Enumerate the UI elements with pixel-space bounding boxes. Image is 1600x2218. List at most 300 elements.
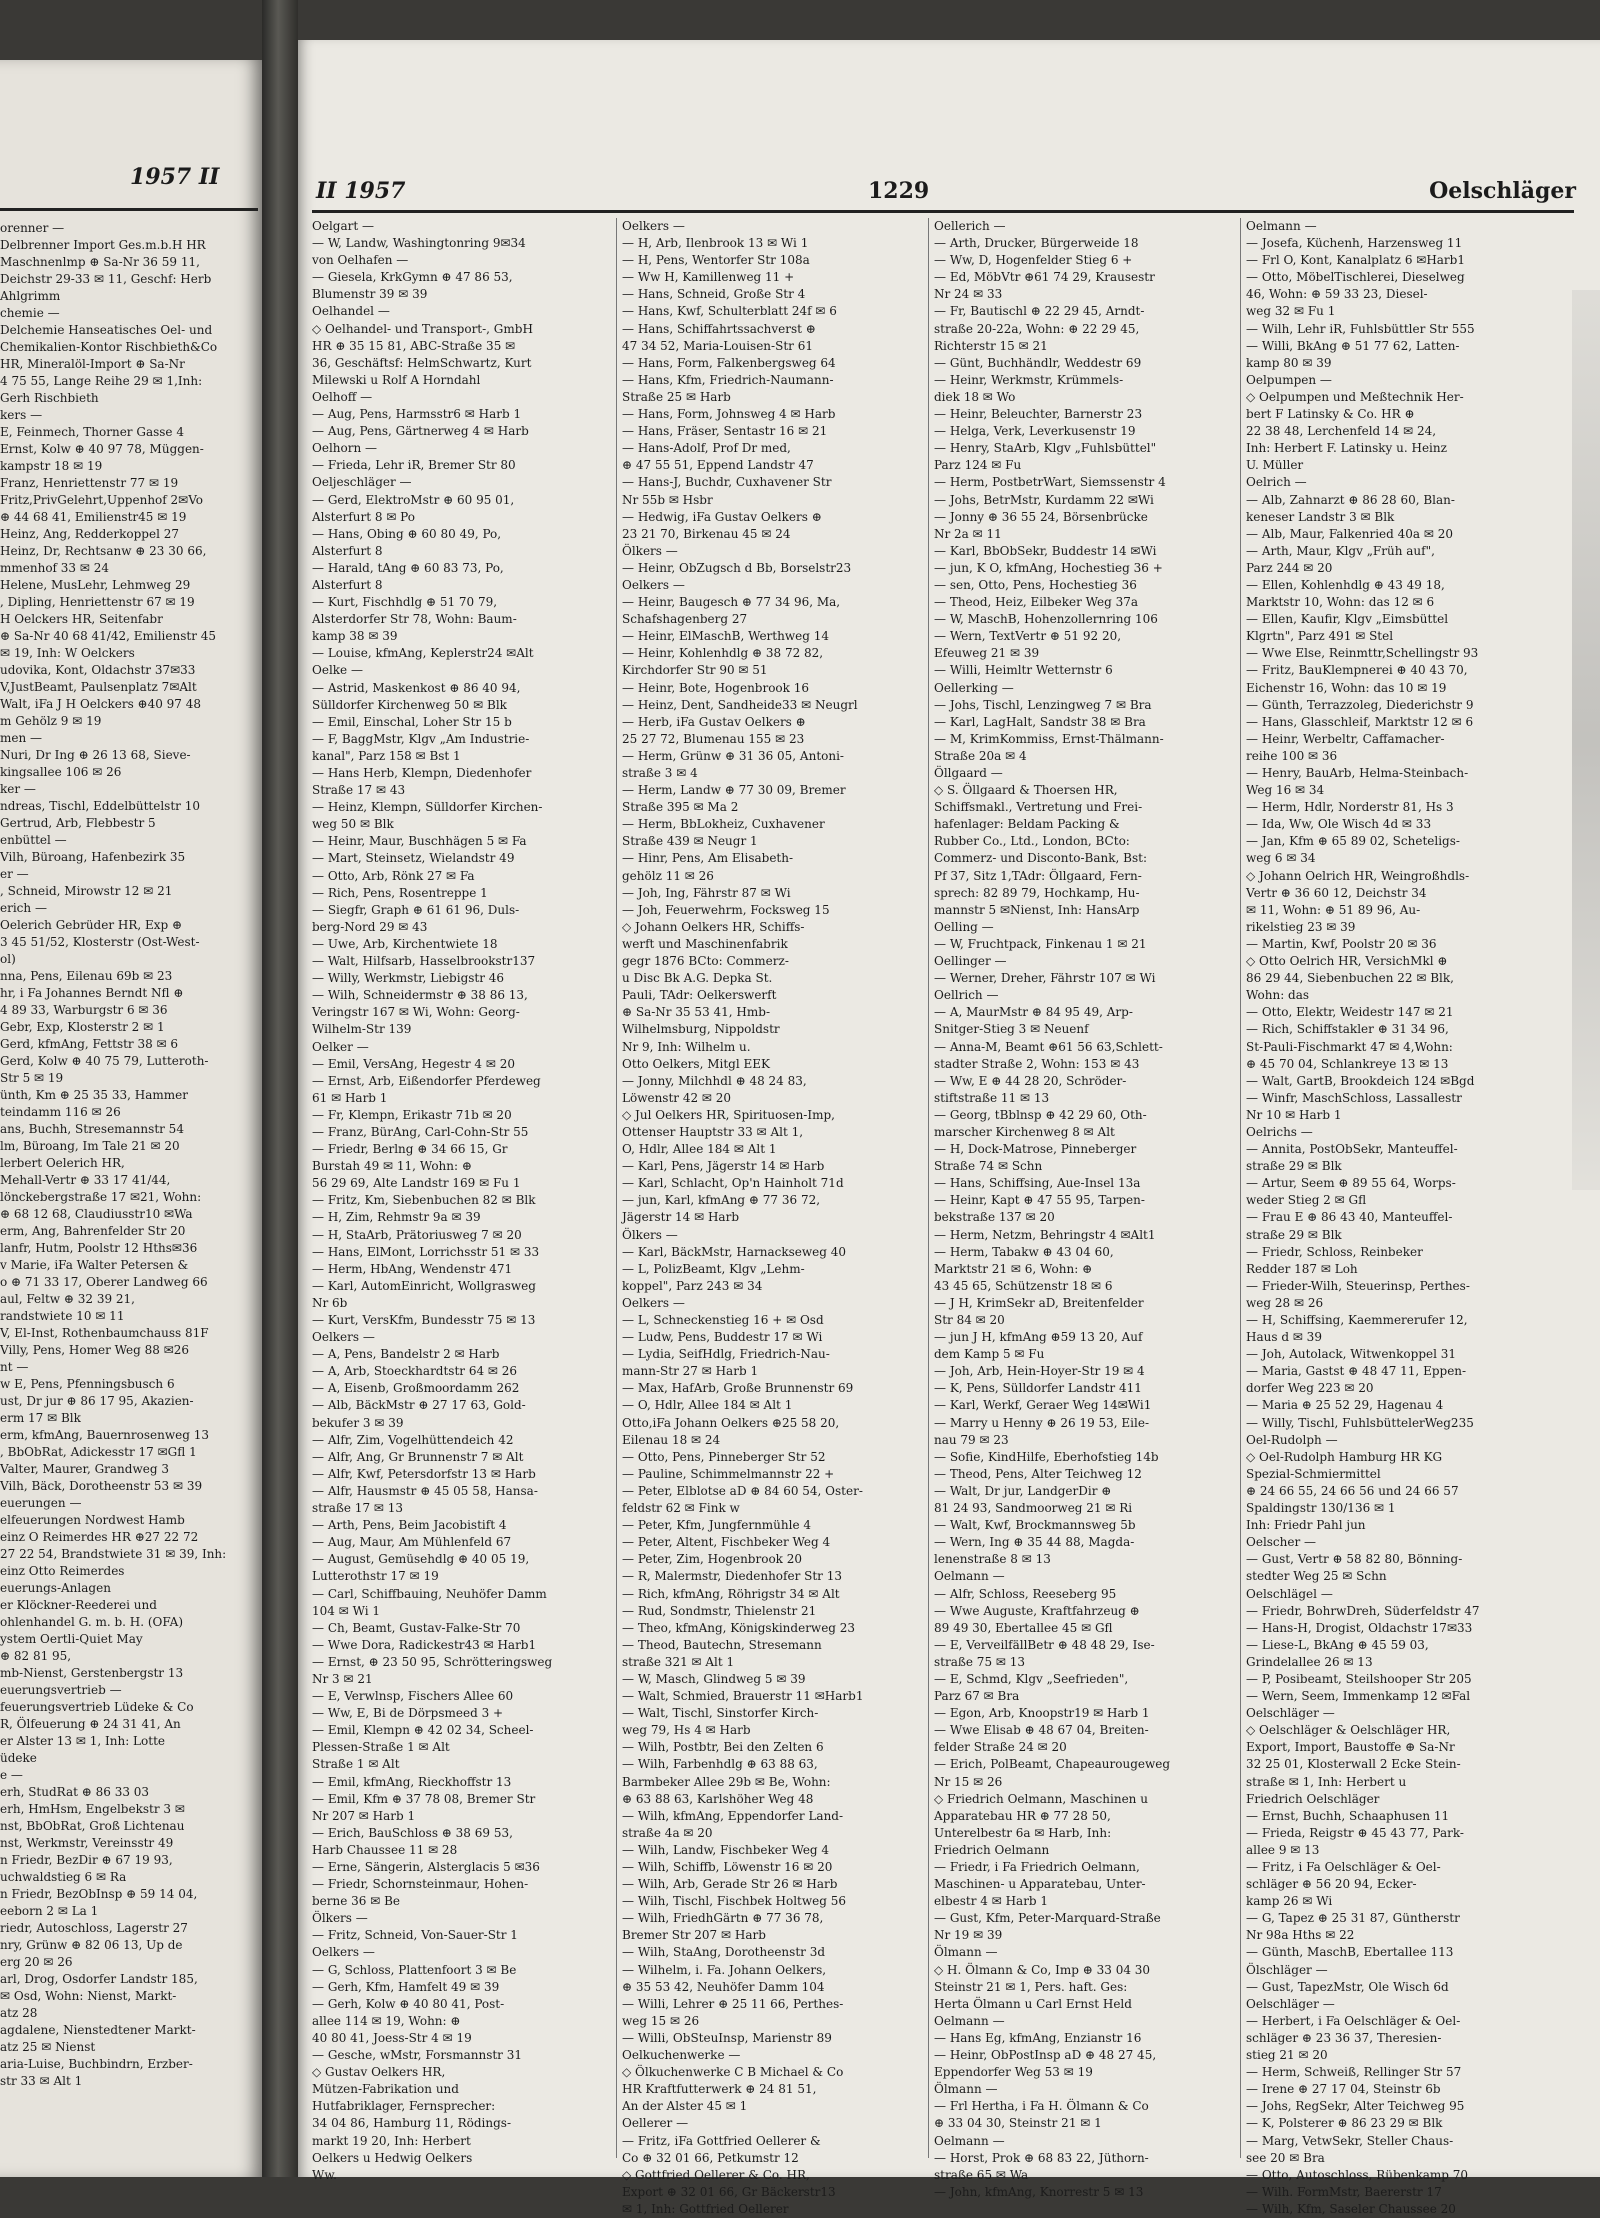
directory-entry-line: u Disc Bk A.G. Depka St. [622, 971, 773, 986]
directory-entry-line: , Schneid, Mirowstr 12 ✉ 21 [0, 884, 173, 898]
directory-entry-line: — Hans, Kfm, Friedrich-Naumann- [622, 372, 834, 387]
directory-entry-line: — Emil, Klempn ⊕ 42 02 34, Scheel- [312, 1723, 534, 1738]
directory-entry-line: — Herb, iFa Gustav Oelkers ⊕ [622, 714, 806, 729]
directory-entry-line: ⊕ 63 88 63, Karlshöher Weg 48 [622, 1791, 814, 1806]
directory-entry-line: , Dipling, Henriettenstr 67 ✉ 19 [0, 595, 195, 609]
directory-entry-line: m Gehölz 9 ✉ 19 [0, 714, 102, 728]
directory-entry-line: Efeuweg 21 ✉ 39 [934, 646, 1040, 661]
directory-entry-line: reihe 100 ✉ 36 [1246, 748, 1338, 763]
directory-entry-line: Oelerich Gebrüder HR, Exp ⊕ [0, 918, 183, 932]
directory-entry-line: straße 29 ✉ Blk [1246, 1227, 1342, 1242]
directory-entry-line: — Karl, BbObSekr, Buddestr 14 ✉Wi [934, 543, 1157, 558]
directory-entry-line: — Theo, kfmAng, Königskinderweg 23 [622, 1620, 856, 1635]
directory-entry-line: — Herm, PostbetrWart, Siemssenstr 4 [934, 475, 1166, 490]
directory-entry-line: Nr 15 ✉ 26 [934, 1774, 1003, 1789]
directory-entry-line: — Fritz, i Fa Oelschläger & Oel- [1246, 1860, 1441, 1874]
directory-entry-line: HR, Mineralöl-Import ⊕ Sa-Nr [0, 357, 185, 371]
directory-entry-line: weg 79, Hs 4 ✉ Harb [622, 1723, 751, 1738]
directory-entry-line: — Pauline, Schimmelmannstr 22 + [622, 1466, 835, 1481]
directory-entry-line: kers — [0, 408, 43, 422]
directory-entry-line: — Herm, Hdlr, Norderstr 81, Hs 3 [1246, 800, 1454, 815]
column-divider [1240, 218, 1241, 2158]
directory-entry-line: — J H, KrimSekr aD, Breitenfelder [934, 1295, 1144, 1310]
header-year: II 1957 [316, 178, 406, 204]
directory-entry-line: ✉ 1, Inh: Gottfried Oellerer [622, 2201, 789, 2216]
directory-entry-line: — E, VerveilfällBetr ⊕ 48 48 29, Ise- [934, 1637, 1155, 1652]
left-page [0, 60, 262, 2177]
directory-entry-line: — Herm, BbLokheiz, Cuxhavener [622, 817, 825, 832]
directory-entry-line: Haus d ✉ 39 [1246, 1330, 1322, 1345]
directory-entry-line: Nr 9, Inh: Wilhelm u. [622, 1039, 751, 1054]
directory-entry-line: Gebr, Exp, Klosterstr 2 ✉ 1 [0, 1020, 165, 1034]
directory-entry-line: — Heinr, Werbeltr, Caffamacher- [1246, 731, 1445, 746]
directory-entry-line: ◇ S. Öllgaard & Thoersen HR, [934, 783, 1118, 798]
directory-entry-line: — Rich, kfmAng, Röhrigstr 34 ✉ Alt [622, 1586, 840, 1601]
directory-entry-line: — Wilh, StaAng, Dorotheenstr 3d [622, 1945, 826, 1960]
directory-entry-line: gehölz 11 ✉ 26 [622, 868, 714, 883]
directory-entry-line: — Joh, Autolack, Witwenkoppel 31 [1246, 1347, 1457, 1362]
directory-entry-line: er Alster 13 ✉ 1, Inh: Lotte [0, 1734, 165, 1748]
directory-entry-line: werft und Maschinenfabrik [622, 936, 788, 951]
directory-entry-line: — Franz, BürAng, Carl-Cohn-Str 55 [312, 1124, 529, 1139]
directory-entry-line: dorfer Weg 223 ✉ 20 [1246, 1381, 1374, 1396]
directory-entry-line: 89 49 30, Ebertallee 45 ✉ Gfl [934, 1620, 1113, 1635]
directory-entry-line: — Herm, Schweiß, Rellinger Str 57 [1246, 2065, 1462, 2080]
directory-entry-line: — Hans-H, Drogist, Oldachstr 17✉33 [1246, 1620, 1473, 1635]
directory-entry-line: ⊕ 47 55 51, Eppend Landstr 47 [622, 458, 814, 473]
directory-entry-line: — Friedr, BohrwDreh, Süderfeldstr 47 [1246, 1603, 1480, 1618]
directory-entry-line: — Erich, BauSchloss ⊕ 38 69 53, [312, 1825, 513, 1840]
directory-entry-line: Ottenser Hauptstr 33 ✉ Alt 1, [622, 1124, 804, 1139]
directory-entry-line: — Max, HafArb, Große Brunnenstr 69 [622, 1381, 854, 1396]
directory-entry-line: ⊕ Sa-Nr 40 68 41/42, Emilienstr 45 [0, 629, 217, 643]
directory-entry-line: E, Feinmech, Thorner Gasse 4 [0, 425, 184, 439]
directory-entry-line: von Oelhafen — [312, 253, 409, 268]
directory-entry-line: erm 17 ✉ Blk [0, 1411, 81, 1425]
directory-entry-line: — Hans, Obing ⊕ 60 80 49, Po, [312, 526, 502, 541]
directory-entry-line: 40 80 41, Joess-Str 4 ✉ 19 [312, 2030, 472, 2045]
directory-entry-line: Straße 17 ✉ 43 [312, 783, 406, 798]
directory-entry-line: Oelkers — [622, 1295, 685, 1310]
directory-entry-line: — Walt, Tischl, Sinstorfer Kirch- [622, 1706, 819, 1721]
directory-entry-line: — Marry u Henny ⊕ 26 19 53, Eile- [934, 1415, 1150, 1430]
directory-entry-line: — Frieda, Lehr iR, Bremer Str 80 [312, 458, 516, 473]
directory-entry-line: — E, Verwlnsp, Fischers Allee 60 [312, 1689, 514, 1704]
directory-entry-line: — Arth, Maur, Klgv „Früh auf", [1246, 543, 1435, 558]
directory-entry-line: Oelke — [312, 663, 363, 678]
directory-entry-line: mmenhof 33 ✉ 24 [0, 561, 110, 575]
directory-entry-line: — Hans Eg, kfmAng, Enzianstr 16 [934, 2030, 1142, 2045]
directory-entry-line: 25 27 72, Blumenau 155 ✉ 23 [622, 731, 805, 746]
directory-entry-line: ⊕ 68 12 68, Claudiusstr10 ✉Wa [0, 1207, 193, 1221]
directory-entry-line: Plessen-Straße 1 ✉ Alt [312, 1740, 450, 1755]
directory-entry-line: — Wern, Seem, Immenkamp 12 ✉Fal [1246, 1689, 1471, 1704]
directory-entry-line: Blumenstr 39 ✉ 39 [312, 287, 428, 302]
directory-entry-line: marscher Kirchenweg 8 ✉ Alt [934, 1124, 1115, 1139]
directory-entry-line: arl, Drog, Osdorfer Landstr 185, [0, 1972, 198, 1986]
directory-entry-line: Parz 124 ✉ Fu [934, 458, 1022, 473]
directory-entry-line: — Joh, Ing, Fährstr 87 ✉ Wi [622, 885, 791, 900]
directory-entry-line: — Peter, Kfm, Jungfernmühle 4 [622, 1518, 812, 1533]
directory-entry-line: Nr 207 ✉ Harb 1 [312, 1808, 416, 1823]
directory-entry-line: ⊕ 33 04 30, Steinstr 21 ✉ 1 [934, 2116, 1102, 2131]
directory-entry-line: — Ernst, ⊕ 23 50 95, Schrötteringsweg [312, 1654, 553, 1669]
directory-entry-line: Steinstr 21 ✉ 1, Pers. haft. Ges: [934, 1979, 1128, 1994]
directory-entry-line: — Alb, Maur, Falkenried 40a ✉ 20 [1246, 526, 1453, 541]
directory-entry-line: — Wwe Auguste, Kraftfahrzeug ⊕ [934, 1603, 1140, 1618]
directory-entry-line: — Heinz, Klempn, Sülldorfer Kirchen- [312, 800, 543, 815]
directory-entry-line: — Walt, GartB, Brookdeich 124 ✉Bgd [1246, 1073, 1475, 1088]
directory-entry-line: — Theod, Pens, Alter Teichweg 12 [934, 1466, 1142, 1481]
directory-entry-line: Oel-Rudolph — [1246, 1432, 1338, 1447]
directory-entry-line: An der Alster 45 ✉ 1 [622, 2099, 748, 2114]
directory-entry-line: — Friedr, i Fa Friedrich Oelmann, [934, 1860, 1140, 1874]
directory-entry-line: berg-Nord 29 ✉ 43 [312, 919, 428, 934]
directory-entry-line: felder Straße 24 ✉ 20 [934, 1740, 1067, 1755]
directory-entry-line: — Wilh, Landw, Fischbeker Weg 4 [622, 1842, 830, 1857]
directory-entry-line: straße 65 ✉ Wa [934, 2167, 1029, 2182]
right-header-rule [312, 210, 1574, 213]
directory-entry-line: schläger ⊕ 56 20 94, Ecker- [1246, 1877, 1417, 1892]
directory-entry-line: Gerh Rischbieth [0, 391, 99, 405]
directory-entry-line: uchwaldstieg 6 ✉ Ra [0, 1870, 127, 1884]
directory-entry-line: Oelling — [934, 919, 994, 934]
directory-entry-line: — H, Arb, Ilenbrook 13 ✉ Wi 1 [622, 236, 809, 251]
directory-entry-line: lönckebergstraße 17 ✉21, Wohn: [0, 1190, 202, 1204]
directory-entry-line: Hutfabriklager, Fernsprecher: [312, 2099, 496, 2114]
right-page [298, 40, 1600, 2216]
directory-entry-line: Oellerer — [622, 2116, 689, 2131]
directory-entry-line: 104 ✉ Wi 1 [312, 1603, 380, 1618]
directory-entry-line: udovika, Kont, Oldachstr 37✉33 [0, 663, 196, 677]
directory-entry-line: Franz, Henriettenstr 77 ✉ 19 [0, 476, 179, 490]
directory-entry-line: — Ernst, Buchh, Schaaphusen 11 [1246, 1808, 1450, 1823]
directory-entry-line: — Frl Hertha, i Fa H. Ölmann & Co [934, 2099, 1149, 2114]
directory-entry-line: Oelkers u Hedwig Oelkers [312, 2150, 473, 2165]
directory-entry-line: — Ellen, Kohlenhdlg ⊕ 43 49 18, [1246, 577, 1445, 592]
directory-entry-line: — Annita, PostObSekr, Manteuffel- [1246, 1142, 1458, 1157]
directory-entry-line: — Willi, Lehrer ⊕ 25 11 66, Perthes- [622, 1996, 844, 2011]
directory-entry-line: 36, Geschäftsf: HelmSchwartz, Kurt [312, 355, 532, 370]
directory-entry-line: rikelstieg 23 ✉ 39 [1246, 919, 1356, 934]
directory-entry-line: — Gust, TapezMstr, Ole Wisch 6d [1246, 1979, 1449, 1994]
directory-entry-line: Oelscher — [1246, 1535, 1317, 1550]
directory-entry-line: — Alb, BäckMstr ⊕ 27 17 63, Gold- [312, 1398, 526, 1413]
directory-entry-line: Oellerich — [934, 219, 1006, 233]
directory-entry-line: ⊕ 24 66 55, 24 66 56 und 24 66 57 [1246, 1483, 1459, 1498]
header-keyword: Oelschläger [1429, 178, 1576, 204]
directory-column-4 [1246, 218, 1546, 2216]
directory-entry-line: einz O Reimerdes HR ⊕27 22 72 [0, 1530, 199, 1544]
directory-entry-line: — Emil, Einschal, Loher Str 15 b [312, 714, 512, 729]
directory-entry-line: 4 89 33, Warburgstr 6 ✉ 36 [0, 1003, 168, 1017]
directory-entry-line: ystem Oertli-Quiet May [0, 1632, 143, 1646]
directory-entry-line: 3 45 51/52, Klosterstr (Ost-West- [0, 935, 200, 949]
directory-entry-line: — Maria ⊕ 25 52 29, Hagenau 4 [1246, 1398, 1444, 1413]
directory-entry-line: Spaldingstr 130/136 ✉ 1 [1246, 1501, 1396, 1516]
directory-entry-line: aria-Luise, Buchbindrn, Erzber- [0, 2057, 193, 2071]
directory-entry-line: — R, Malermstr, Diedenhofer Str 13 [622, 1569, 842, 1584]
directory-entry-line: — Liese-L, BkAng ⊕ 45 59 03, [1246, 1637, 1429, 1652]
directory-entry-line: ◇ Ölkuchenwerke C B Michael & Co [622, 2065, 844, 2080]
directory-entry-line: weg 28 ✉ 26 [1246, 1295, 1324, 1310]
directory-entry-line: — Frau E ⊕ 86 43 40, Manteuffel- [1246, 1210, 1453, 1225]
directory-entry-line: — Ellen, Kaufir, Klgv „Eimsbüttel [1246, 612, 1449, 627]
directory-entry-line: Grindelallee 26 ✉ 13 [1246, 1654, 1373, 1669]
directory-entry-line: Alsterfurt 8 [312, 577, 383, 592]
directory-entry-line: — Wwe Dora, Radickestr43 ✉ Harb1 [312, 1637, 537, 1652]
directory-entry-line: Lutterothstr 17 ✉ 19 [312, 1569, 439, 1584]
directory-entry-line: Friedrich Oelschläger [1246, 1791, 1380, 1806]
directory-entry-line: — Ww, E, Bi de Dörpsmeed 3 + [312, 1706, 504, 1721]
directory-entry-line: Oelmann — [934, 1569, 1005, 1584]
directory-entry-line: — Ernst, Arb, Eißendorfer Pferdeweg [312, 1073, 541, 1088]
directory-entry-line: — Irene ⊕ 27 17 04, Steinstr 6b [1246, 2082, 1441, 2097]
directory-entry-line: Oelrich — [1246, 475, 1307, 490]
directory-entry-line: weg 32 ✉ Fu 1 [1246, 304, 1336, 319]
directory-entry-line: — Wilh. FormMstr, Baererstr 17 [1246, 2184, 1442, 2199]
directory-entry-line: eeborn 2 ✉ La 1 [0, 1904, 99, 1918]
directory-entry-line: — Heinr, Maur, Buschhägen 5 ✉ Fa [312, 834, 527, 849]
directory-entry-line: — Martin, Kwf, Poolstr 20 ✉ 36 [1246, 936, 1437, 951]
directory-entry-line: — Ww, E ⊕ 44 28 20, Schröder- [934, 1073, 1127, 1088]
directory-entry-line: — Hans, ElMont, Lorrichsstr 51 ✉ 33 [312, 1244, 540, 1259]
directory-entry-line: Sülldorfer Kirchenweg 50 ✉ Blk [312, 697, 507, 712]
directory-entry-line: — Wilh, Lehr iR, Fuhlsbüttler Str 555 [1246, 321, 1475, 336]
directory-entry-line: mannstr 5 ✉Nienst, Inh: HansArp [934, 902, 1140, 917]
directory-entry-line: — Heinr, Kapt ⊕ 47 55 95, Tarpen- [934, 1193, 1145, 1208]
directory-entry-line: — Arth, Drucker, Bürgerweide 18 [934, 236, 1139, 251]
directory-entry-line: Nuri, Dr Ing ⊕ 26 13 68, Sieve- [0, 748, 191, 762]
directory-entry-line: — Sofie, KindHilfe, Eberhofstieg 14b [934, 1449, 1159, 1464]
directory-entry-line: — Rud, Sondmstr, Thielenstr 21 [622, 1603, 817, 1618]
directory-entry-line: Valter, Maurer, Grandweg 3 [0, 1462, 169, 1476]
directory-entry-line: Nr 3 ✉ 21 [312, 1671, 373, 1686]
directory-entry-line: St-Pauli-Fischmarkt 47 ✉ 4,Wohn: [1246, 1039, 1453, 1054]
directory-entry-line: Delbrenner Import Ges.m.b.H HR [0, 238, 206, 252]
directory-entry-line: — Heinr, ObPostInsp aD ⊕ 48 27 45, [934, 2048, 1157, 2063]
directory-entry-line: Heinz, Ang, Redderkoppel 27 [0, 527, 180, 541]
directory-entry-line: lanfr, Hutm, Poolstr 12 Hths✉36 [0, 1241, 198, 1255]
directory-entry-line: Co ⊕ 32 01 66, Petkumstr 12 [622, 2150, 799, 2165]
directory-entry-line: — Hans, Glasschleif, Marktstr 12 ✉ 6 [1246, 714, 1474, 729]
directory-entry-line: markt 19 20, Inh: Herbert [312, 2133, 471, 2148]
directory-entry-line: — Herm, Grünw ⊕ 31 36 05, Antoni- [622, 748, 844, 763]
directory-entry-line: ✉ 19, Inh: W Oelckers [0, 646, 135, 660]
directory-entry-line: Export ⊕ 32 01 66, Gr Bäckerstr13 [622, 2184, 836, 2199]
directory-entry-line: — Louise, kfmAng, Keplerstr24 ✉Alt [312, 646, 534, 661]
directory-entry-line: hafenlager: Beldam Packing & [934, 817, 1120, 832]
directory-entry-line: — M, KrimKommiss, Ernst-Thälmann- [934, 731, 1164, 746]
directory-entry-line: chemie — [0, 306, 60, 320]
directory-entry-line: — John, kfmAng, Knorrestr 5 ✉ 13 [934, 2184, 1144, 2199]
directory-entry-line: — Friedr, Schloss, Reinbeker [1246, 1244, 1423, 1259]
directory-entry-line: stiftstraße 11 ✉ 13 [934, 1090, 1050, 1105]
directory-entry-line: ⊕ 35 53 42, Neuhöfer Damm 104 [622, 1979, 825, 1994]
directory-entry-line: — Joh, Arb, Hein-Hoyer-Str 19 ✉ 4 [934, 1364, 1145, 1379]
directory-entry-line: — Hedwig, iFa Gustav Oelkers ⊕ [622, 509, 822, 524]
directory-entry-line: — Heinr, ElMaschB, Werthweg 14 [622, 629, 829, 644]
directory-entry-line: Oelker — [312, 1039, 369, 1054]
directory-entry-line: Oelrichs — [1246, 1124, 1313, 1139]
directory-entry-line: — O, Hdlr, Allee 184 ✉ Alt 1 [622, 1398, 793, 1413]
directory-entry-line: — Siegfr, Graph ⊕ 61 61 96, Duls- [312, 902, 520, 917]
directory-entry-line: — Johs, Tischl, Lenzingweg 7 ✉ Bra [934, 697, 1152, 712]
directory-entry-line: lm, Büroang, Im Tale 21 ✉ 20 [0, 1139, 180, 1153]
directory-entry-line: Eppendorfer Weg 53 ✉ 19 [934, 2065, 1093, 2080]
directory-entry-line: — F, BaggMstr, Klgv „Am Industrie- [312, 731, 530, 746]
directory-entry-line: — K, Pens, Sülldorfer Landstr 411 [934, 1381, 1142, 1396]
directory-entry-line: ust, Dr jur ⊕ 86 17 95, Akazien- [0, 1394, 194, 1408]
directory-entry-line: — Heinr, Beleuchter, Barnerstr 23 [934, 407, 1143, 422]
directory-entry-line: — Winfr, MaschSchloss, Lassallestr [1246, 1090, 1462, 1105]
directory-entry-line: erh, StudRat ⊕ 86 33 03 [0, 1785, 150, 1799]
directory-entry-line: Eichenstr 16, Wohn: das 10 ✉ 19 [1246, 680, 1447, 695]
directory-entry-line: — Günth, MaschB, Ebertallee 113 [1246, 1945, 1454, 1960]
directory-entry-line: Oellrich — [934, 988, 999, 1003]
directory-entry-line: bert F Latinsky & Co. HR ⊕ [1246, 407, 1415, 422]
directory-entry-line: elfeuerungen Nordwest Hamb [0, 1513, 185, 1527]
directory-entry-line: Parz 67 ✉ Bra [934, 1689, 1020, 1704]
directory-entry-line: 86 29 44, Siebenbuchen 22 ✉ Blk, [1246, 971, 1454, 986]
directory-entry-line: — Heinr, Baugesch ⊕ 77 34 96, Ma, [622, 595, 841, 610]
directory-entry-line: koppel", Parz 243 ✉ 34 [622, 1278, 763, 1293]
directory-entry-line: ◇ Oelpumpen und Meßtechnik Her- [1246, 389, 1464, 404]
directory-entry-line: ✉ Osd, Wohn: Nienst, Markt- [0, 1989, 177, 2003]
directory-entry-line: gegr 1876 BCto: Commerz- [622, 954, 789, 969]
left-page-entries [0, 220, 258, 2170]
directory-entry-line: — Wilh, Kfm, Saseler Chaussee 20 [1246, 2201, 1456, 2216]
directory-entry-line: — H, StaArb, Prätoriusweg 7 ✉ 20 [312, 1227, 522, 1242]
directory-entry-line: allee 9 ✉ 13 [1246, 1842, 1320, 1857]
directory-entry-line: Inh: Friedr Pahl jun [1246, 1518, 1366, 1533]
directory-entry-line: Fritz,PrivGelehrt,Uppenhof 2✉Vo [0, 493, 204, 507]
directory-entry-line: stieg 21 ✉ 20 [1246, 2048, 1328, 2063]
directory-entry-line: Rubber Co., Ltd., London, BCto: [934, 834, 1130, 849]
directory-entry-line: Mützen-Fabrikation und [312, 2082, 459, 2097]
directory-entry-line: Oelkuchenwerke — [622, 2048, 741, 2063]
directory-entry-line: er — [0, 867, 29, 881]
directory-entry-line: — Gesche, wMstr, Forsmannstr 31 [312, 2048, 523, 2063]
directory-entry-line: — Herm, HbAng, Wendenstr 471 [312, 1261, 513, 1276]
directory-entry-line: — Alfr, Kwf, Petersdorfstr 13 ✉ Harb [312, 1466, 536, 1481]
directory-entry-line: agdalene, Nienstedtener Markt- [0, 2023, 196, 2037]
directory-entry-line: — Rich, Pens, Rosentreppe 1 [312, 885, 488, 900]
directory-entry-line: Otto Oelkers, Mitgl EEK [622, 1056, 770, 1071]
directory-entry-line: Straße 395 ✉ Ma 2 [622, 800, 739, 815]
directory-entry-line: — Theod, Heiz, Eilbeker Weg 37a [934, 595, 1139, 610]
directory-entry-line: v Marie, iFa Walter Petersen & [0, 1258, 189, 1272]
directory-entry-line: straße 20-22a, Wohn: ⊕ 22 29 45, [934, 321, 1140, 336]
directory-entry-line: — Herbert, i Fa Oelschläger & Oel- [1246, 2013, 1461, 2028]
directory-entry-line: Str 5 ✉ 19 [0, 1071, 64, 1085]
directory-entry-line: — P, Posibeamt, Steilshooper Str 205 [1246, 1671, 1472, 1686]
directory-entry-line: lenenstraße 8 ✉ 13 [934, 1552, 1051, 1567]
directory-entry-line: — August, Gemüsehdlg ⊕ 40 05 19, [312, 1552, 530, 1567]
directory-entry-line: O, Hdlr, Allee 184 ✉ Alt 1 [622, 1142, 777, 1157]
directory-entry-line: — Karl, Werkf, Geraer Weg 14✉Wi1 [934, 1398, 1152, 1413]
directory-entry-line: — K, Polsterer ⊕ 86 23 29 ✉ Blk [1246, 2116, 1443, 2131]
left-header-rule [0, 208, 258, 211]
directory-entry-line: weg 6 ✉ 34 [1246, 851, 1316, 866]
directory-entry-line: Delchemie Hanseatisches Oel- und [0, 323, 213, 337]
directory-entry-line: Redder 187 ✉ Loh [1246, 1261, 1358, 1276]
directory-entry-line: — jun J H, kfmAng ⊕59 13 20, Auf [934, 1330, 1143, 1345]
directory-entry-line: ans, Buchh, Stresemannstr 54 [0, 1122, 184, 1136]
directory-entry-line: Apparatebau HR ⊕ 77 28 50, [934, 1808, 1111, 1823]
directory-entry-line: — Johs, RegSekr, Alter Teichweg 95 [1246, 2099, 1465, 2114]
directory-entry-line: kamp 26 ✉ Wi [1246, 1894, 1333, 1909]
directory-entry-line: — Herm, Landw ⊕ 77 30 09, Bremer [622, 783, 846, 798]
directory-entry-line: H Oelckers HR, Seitenfabr [0, 612, 163, 626]
page-number: 1229 [868, 178, 930, 204]
directory-entry-line: — Frieder-Wilh, Steuerinsp, Perthes- [1246, 1278, 1470, 1293]
directory-entry-line: feuerungsvertrieb Lüdeke & Co [0, 1700, 194, 1714]
directory-entry-line: Burstah 49 ✉ 11, Wohn: ⊕ [312, 1159, 472, 1174]
directory-entry-line: ✉ 11, Wohn: ⊕ 51 89 96, Au- [1246, 902, 1421, 917]
directory-entry-line: — Hans, Schneid, Große Str 4 [622, 287, 806, 302]
directory-entry-line: — Joh, Feuerwehrm, Focksweg 15 [622, 902, 830, 917]
directory-entry-line: ◇ Otto Oelrich HR, VersichMkl ⊕ [1246, 954, 1448, 969]
directory-entry-line: teindamm 116 ✉ 26 [0, 1105, 121, 1119]
directory-entry-line: — Gerh, Kfm, Hamfelt 49 ✉ 39 [312, 1979, 500, 1994]
directory-entry-line: — Fritz, BauKlempnerei ⊕ 40 43 70, [1246, 663, 1468, 678]
directory-entry-line: Gertrud, Arb, Flebbestr 5 [0, 816, 156, 830]
directory-entry-line: Herta Ölmann u Carl Ernst Held [934, 1996, 1132, 2011]
directory-entry-line: ⊕ 82 81 95, [0, 1649, 72, 1663]
directory-entry-line: ünth, Km ⊕ 25 35 33, Hammer [0, 1088, 188, 1102]
directory-entry-line: Straße 439 ✉ Neugr 1 [622, 834, 758, 849]
directory-entry-line: Nr 24 ✉ 33 [934, 287, 1003, 302]
directory-entry-line: — Harald, tAng ⊕ 60 83 73, Po, [312, 560, 504, 575]
directory-entry-line: — Wern, Ing ⊕ 35 44 88, Magda- [934, 1535, 1135, 1550]
directory-entry-line: ⊕ Sa-Nr 35 53 41, Hmb- [622, 1005, 770, 1020]
directory-entry-line: erg 20 ✉ 26 [0, 1955, 73, 1969]
directory-entry-line: Deichstr 29-33 ✉ 11, Geschf: Herb [0, 272, 212, 286]
directory-entry-line: — Anna-M, Beamt ⊕61 56 63,Schlett- [934, 1039, 1163, 1054]
directory-entry-line: nna, Pens, Eilenau 69b ✉ 23 [0, 969, 173, 983]
book-gutter [262, 0, 298, 2177]
directory-entry-line: nry, Grünw ⊕ 82 06 13, Up de [0, 1938, 183, 1952]
directory-entry-line: Straße 74 ✉ Schn [934, 1159, 1043, 1174]
directory-entry-line: — Helga, Verk, Leverkusenstr 19 [934, 424, 1136, 439]
directory-entry-line: — Wern, TextVertr ⊕ 51 92 20, [934, 629, 1122, 644]
directory-entry-line: — Lydia, SeifHdlg, Friedrich-Nau- [622, 1347, 830, 1362]
directory-entry-line: — Emil, Kfm ⊕ 37 78 08, Bremer Str [312, 1791, 536, 1806]
directory-entry-line: euerungsvertrieb — [0, 1683, 122, 1697]
directory-entry-line: Ölkers — [622, 1227, 678, 1242]
directory-entry-line: — Aug, Pens, Gärtnerweg 4 ✉ Harb [312, 424, 529, 439]
directory-entry-line: — Wwe Else, Reinmttr,Schellingstr 93 [1246, 646, 1479, 661]
directory-entry-line: 81 24 93, Sandmoorweg 21 ✉ Ri [934, 1501, 1133, 1516]
directory-entry-line: — Giesela, KrkGymn ⊕ 47 86 53, [312, 270, 513, 285]
directory-entry-line: Milewski u Rolf A Horndahl [312, 372, 481, 387]
directory-entry-line: Nr 6b [312, 1295, 348, 1310]
directory-entry-line: 23 21 70, Birkenau 45 ✉ 24 [622, 526, 791, 541]
directory-entry-line: HR ⊕ 35 15 81, ABC-Straße 35 ✉ [312, 338, 516, 353]
directory-entry-line: kamp 80 ✉ 39 [1246, 355, 1332, 370]
directory-entry-line: Str 84 ✉ 20 [934, 1313, 1005, 1327]
directory-entry-line: Öllgaard — [934, 766, 1003, 780]
directory-entry-line: V, El-Inst, Rothenbaumchauss 81F [0, 1326, 209, 1340]
directory-entry-line: str 33 ✉ Alt 1 [0, 2074, 83, 2088]
directory-entry-line: kingsallee 106 ✉ 26 [0, 765, 122, 779]
directory-entry-line: Marktstr 10, Wohn: das 12 ✉ 6 [1246, 595, 1435, 610]
directory-entry-line: — Hinr, Pens, Am Elisabeth- [622, 851, 794, 866]
directory-entry-line: — Herm, Netzm, Behringstr 4 ✉Alt1 [934, 1227, 1156, 1242]
directory-entry-line: Mehall-Vertr ⊕ 33 17 41/44, [0, 1173, 171, 1187]
directory-entry-line: Oelgart — [312, 219, 374, 233]
